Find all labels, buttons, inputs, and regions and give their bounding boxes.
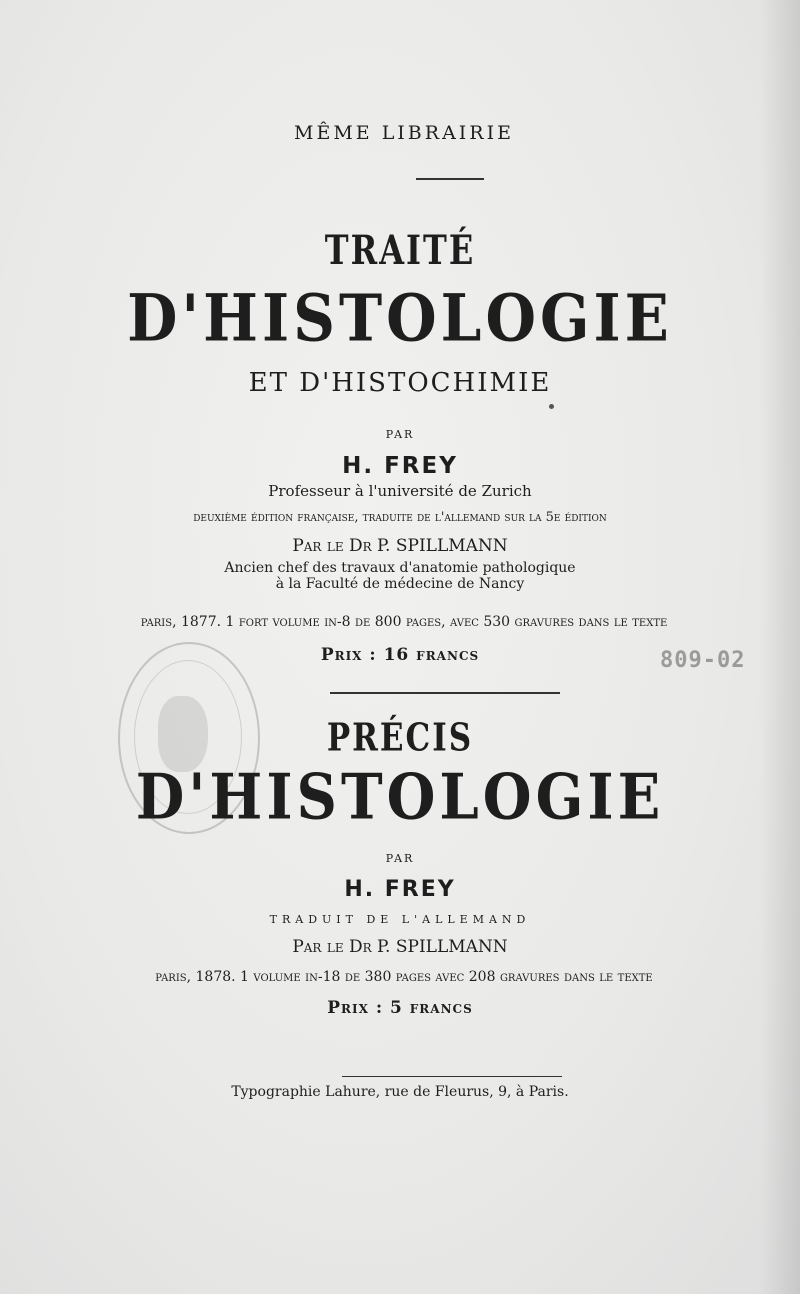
printer-imprint: Typographie Lahure, rue de Fleurus, 9, à Paris. bbox=[231, 1084, 569, 1100]
book1-translator-role-1: Ancien chef des travaux d'anatomie pathologique bbox=[224, 560, 576, 576]
book1-edition-note: deuxième édition française, traduite de l'allemand sur la 5e édition bbox=[193, 510, 607, 525]
book2-author: H. FREY bbox=[344, 877, 456, 902]
book2-publication: paris, 1878. 1 volume in-18 de 380 pages avec 208 gravures dans le texte bbox=[155, 969, 653, 985]
book2-kicker: PRÉCIS bbox=[326, 715, 474, 761]
book1-author-role: Professeur à l'université de Zurich bbox=[268, 482, 532, 500]
book1-translator: Par le Dr P. SPILLMANN bbox=[292, 536, 508, 556]
book1-par: PAR bbox=[385, 428, 415, 441]
book2-par: PAR bbox=[385, 852, 415, 865]
ink-dot bbox=[549, 404, 554, 409]
book2-translator: Par le Dr P. SPILLMANN bbox=[292, 937, 508, 957]
book2-price: Prix : 5 francs bbox=[327, 998, 473, 1018]
publisher-heading: MÊME LIBRAIRIE bbox=[294, 122, 514, 144]
book1-price: Prix : 16 francs bbox=[320, 645, 480, 665]
divider-long bbox=[330, 692, 560, 694]
divider-short bbox=[416, 178, 484, 180]
book1-author: H. FREY bbox=[342, 453, 458, 479]
book1-subtitle: ET D'HISTOCHIMIE bbox=[248, 368, 552, 398]
book2-title: D'HISTOLOGIE bbox=[135, 760, 665, 834]
book1-translator-role-2: à la Faculté de médecine de Nancy bbox=[275, 576, 525, 592]
book1-kicker: TRAITÉ bbox=[324, 226, 476, 274]
divider-footer bbox=[342, 1076, 562, 1077]
book1-title: D'HISTOLOGIE bbox=[127, 279, 673, 357]
book1-publication: paris, 1877. 1 fort volume in-8 de 800 pages, avec 530 gravures dans le texte bbox=[140, 614, 668, 630]
shelfmark: 809-02 bbox=[660, 648, 746, 673]
book2-translated-note: TRADUIT DE L'ALLEMAND bbox=[269, 913, 531, 926]
